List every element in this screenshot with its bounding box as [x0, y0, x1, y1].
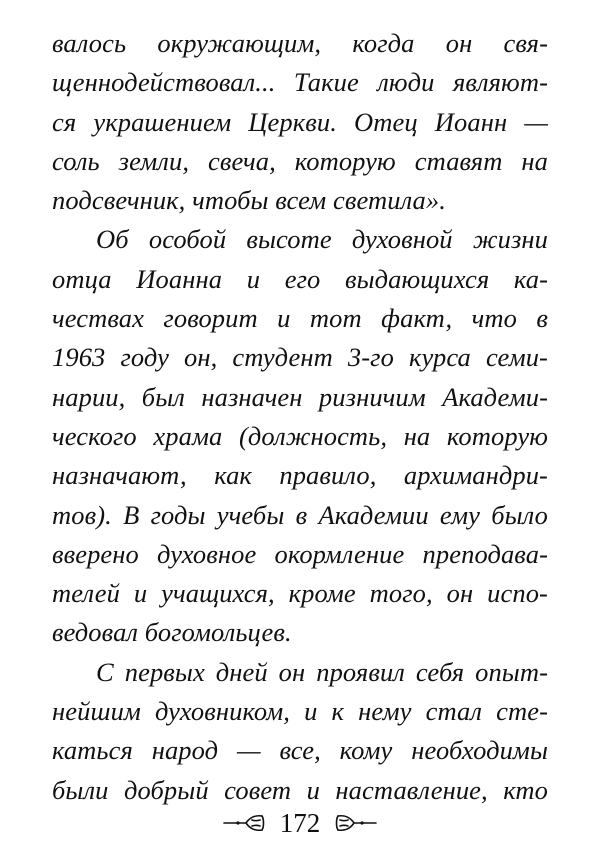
text-line: были добрый совет и наставление, кто — [52, 774, 548, 805]
fleuron-left-icon — [222, 812, 266, 834]
text-line: нарии, был назначен ризничим Академи- — [52, 381, 548, 412]
text-line: 1963 году он, студент 3-го курса семи- — [52, 342, 548, 373]
text-line: тов). В годы учебы в Академии ему было — [52, 499, 548, 530]
text-line: чествах говорит и тот факт, что в — [52, 303, 548, 334]
text-line: валось окружающим, когда он свя- — [52, 28, 548, 58]
text-line: ческого храма (должность, на которую — [52, 420, 548, 451]
text-line: назначают, как правило, архимандри- — [52, 460, 548, 491]
page-footer — [0, 800, 600, 846]
text-line: соль земли, свеча, которую ставят на — [52, 145, 548, 176]
text-line: С первых дней он проявил себя опыт- — [96, 656, 548, 687]
text-line: телей и учащихся, кроме того, он испо- — [52, 578, 548, 609]
text-line: вверено духовное окормление преподава- — [52, 538, 548, 569]
text-line: каться народ — все, кому необходимы — [52, 735, 548, 766]
fleuron-right-icon — [334, 812, 378, 834]
text-line: ся украшением Церкви. Отец Иоанн — — [52, 106, 548, 137]
text-line: подсвечник, чтобы всем светила». — [52, 185, 446, 216]
text-line: Об особой высоте духовной жизни — [96, 224, 548, 255]
page-number: 172 — [279, 808, 321, 838]
text-line: щеннодействовал... Такие люди являют- — [52, 67, 548, 98]
text-line: отца Иоанна и его выдающихся ка- — [52, 263, 548, 294]
text-line: нейшим духовником, и к нему стал сте- — [52, 696, 548, 727]
body-text — [52, 24, 548, 810]
text-line: ведовал богомольцев. — [52, 617, 292, 648]
